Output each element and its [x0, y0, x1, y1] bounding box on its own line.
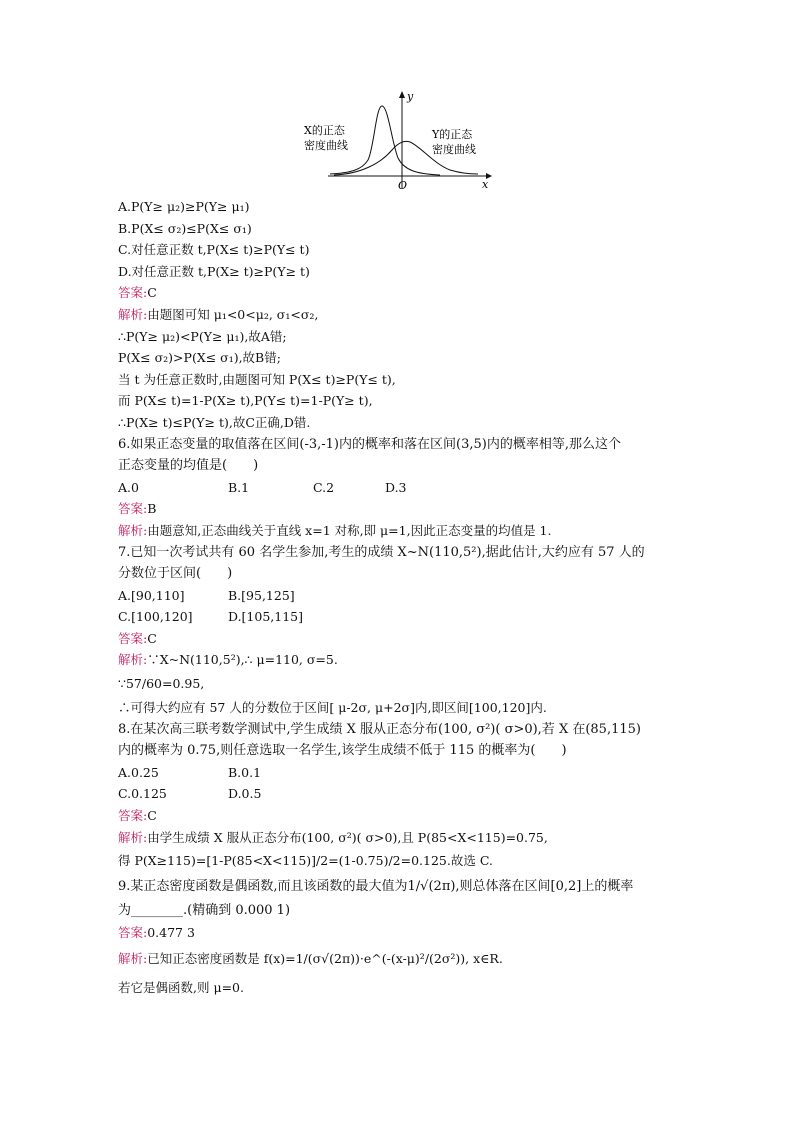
line-text: 若它是偶函数,则 μ=0.	[118, 980, 244, 996]
y-axis-label: y	[407, 90, 414, 103]
x-axis-label: x	[482, 178, 489, 191]
text-line	[118, 390, 678, 412]
option: A.[90,110]	[118, 587, 185, 603]
line-text: ∵X~N(110,5²),∴ μ=110, σ=5.	[147, 652, 338, 668]
line-text: C.对任意正数 t,P(X≤ t)≥P(Y≤ t)	[118, 242, 310, 258]
option: A.0.25	[118, 764, 159, 780]
line-text: ∴P(Y≥ μ₂)<P(Y≥ μ₁),故A错;	[118, 328, 287, 344]
line-text: 由学生成绩 X 服从正态分布(100, σ²)( σ>0),且 P(85<X<115)=0.75,	[147, 829, 548, 845]
text-line	[118, 347, 678, 369]
document-text	[118, 196, 678, 1001]
option: D.[105,115]	[228, 609, 303, 625]
line-text: 内的概率为 0.75,则任意选取一名学生,该学生成绩不低于 115 的概率为( )	[118, 743, 567, 759]
y-curve-label-2: 密度曲线	[432, 143, 476, 156]
options-line	[118, 762, 678, 784]
line-label: 解析:	[118, 951, 148, 967]
option: B.1	[228, 479, 250, 495]
line-label: 解析:	[118, 306, 148, 322]
options-line	[118, 585, 678, 607]
line-text: D.对任意正数 t,P(X≥ t)≥P(Y≥ t)	[118, 263, 310, 279]
text-line	[118, 900, 678, 922]
answer-line	[118, 628, 678, 650]
line-text: ∴P(X≥ t)≤P(Y≥ t),故C正确,D错.	[118, 414, 311, 430]
text-line	[118, 218, 678, 240]
text-line	[118, 455, 678, 477]
option: C.[100,120]	[118, 609, 193, 625]
text-line	[118, 326, 678, 348]
solution-line	[118, 649, 678, 671]
line-label: 解析:	[118, 829, 148, 845]
x-curve-label-1: X的正态	[304, 124, 345, 137]
text-line	[118, 563, 678, 585]
y-axis-arrow	[399, 91, 405, 98]
text-line	[118, 369, 678, 391]
solution-line	[118, 827, 678, 849]
line-label: 答案:	[118, 630, 148, 646]
text-line	[118, 719, 678, 741]
line-text: B.P(X≤ σ₂)≤P(X≤ σ₁)	[118, 220, 252, 236]
answer-line	[118, 282, 678, 304]
solution-line	[118, 520, 678, 542]
line-label: 答案:	[118, 924, 148, 940]
line-text: C	[147, 285, 157, 301]
answer-line	[118, 922, 678, 944]
option: B.[95,125]	[228, 587, 295, 603]
text-line	[118, 196, 678, 218]
solution-line	[118, 304, 678, 326]
solution-line	[118, 943, 678, 975]
option: B.0.1	[228, 764, 262, 780]
text-line	[118, 434, 678, 456]
line-text: P(X≤ σ₂)>P(X≤ σ₁),故B错;	[118, 350, 281, 366]
text-line	[118, 239, 678, 261]
text-line	[118, 740, 678, 762]
line-text: 由题图可知 μ₁<0<μ₂, σ₁<σ₂,	[147, 306, 319, 322]
line-label: 解析:	[118, 522, 148, 538]
y-curve-label-1: Y的正态	[432, 128, 473, 141]
line-label: 答案:	[118, 501, 148, 517]
x-curve-label-2: 密度曲线	[304, 139, 348, 152]
line-text: 0.477 3	[147, 924, 195, 940]
option: C.2	[313, 479, 335, 495]
line-text: B	[147, 501, 157, 517]
text-line	[118, 697, 678, 719]
line-text: ∵57/60=0.95,	[118, 676, 205, 692]
answer-line	[118, 805, 678, 827]
line-label: 解析:	[118, 652, 148, 668]
line-text: 9.某正态密度函数是偶函数,而且该函数的最大值为1/√(2π),则总体落在区间[0,2]上的概率	[118, 879, 634, 895]
options-line	[118, 783, 678, 805]
line-text: 由题意知,正态曲线关于直线 x=1 对称,即 μ=1,因此正态变量的均值是 1.	[147, 522, 552, 538]
options-line	[118, 606, 678, 628]
line-text: C	[147, 630, 157, 646]
text-line	[118, 671, 678, 697]
line-text: A.P(Y≥ μ₂)≥P(Y≥ μ₁)	[118, 199, 250, 214]
line-label: 答案:	[118, 808, 148, 824]
line-text: 当 t 为任意正数时,由题图可知 P(X≤ t)≥P(Y≤ t),	[118, 371, 396, 387]
option: D.3	[385, 479, 407, 495]
line-text: ∴可得大约应有 57 人的分数位于区间[ μ-2σ, μ+2σ]内,即区间[100,120]内.	[118, 700, 547, 716]
text-line	[118, 261, 678, 283]
line-text: 得 P(X≥115)=[1-P(85<X<115)]/2=(1-0.75)/2=0.125.故选 C.	[118, 853, 493, 869]
options-line	[118, 477, 678, 499]
line-text: C	[147, 808, 157, 824]
line-text: 8.在某次高三联考数学测试中,学生成绩 X 服从正态分布(100, σ²)( σ>0),若 X 在(85,115)	[118, 721, 641, 737]
line-text: 6.如果正态变量的取值落在区间(-3,-1)内的概率和落在区间(3,5)内的概率相等,那么这个	[118, 436, 621, 452]
line-text: 为________.(精确到 0.000 1)	[118, 903, 291, 919]
normal-density-figure	[300, 88, 500, 198]
text-line	[118, 874, 678, 900]
line-text: 分数位于区间( )	[118, 566, 233, 582]
line-text: 已知正态密度函数是 f(x)=1/(σ√(2π))·e^(-(x-μ)²/(2σ²)), x∈R.	[147, 951, 503, 967]
text-line	[118, 412, 678, 434]
line-text: 7.已知一次考试共有 60 名学生参加,考生的成绩 X~N(110,5²),据此估计,大约应有 57 人的	[118, 544, 645, 560]
option: C.0.125	[118, 786, 167, 802]
line-text: 正态变量的均值是( )	[118, 458, 259, 474]
text-line	[118, 848, 678, 874]
origin-label: O	[398, 179, 408, 192]
line-text: 而 P(X≤ t)=1-P(X≥ t),P(Y≤ t)=1-P(Y≥ t),	[118, 393, 373, 409]
line-label: 答案:	[118, 285, 148, 301]
answer-line	[118, 498, 678, 520]
option: A.0	[118, 479, 139, 495]
option: D.0.5	[228, 786, 262, 802]
text-line	[118, 975, 678, 1001]
text-line	[118, 542, 678, 564]
